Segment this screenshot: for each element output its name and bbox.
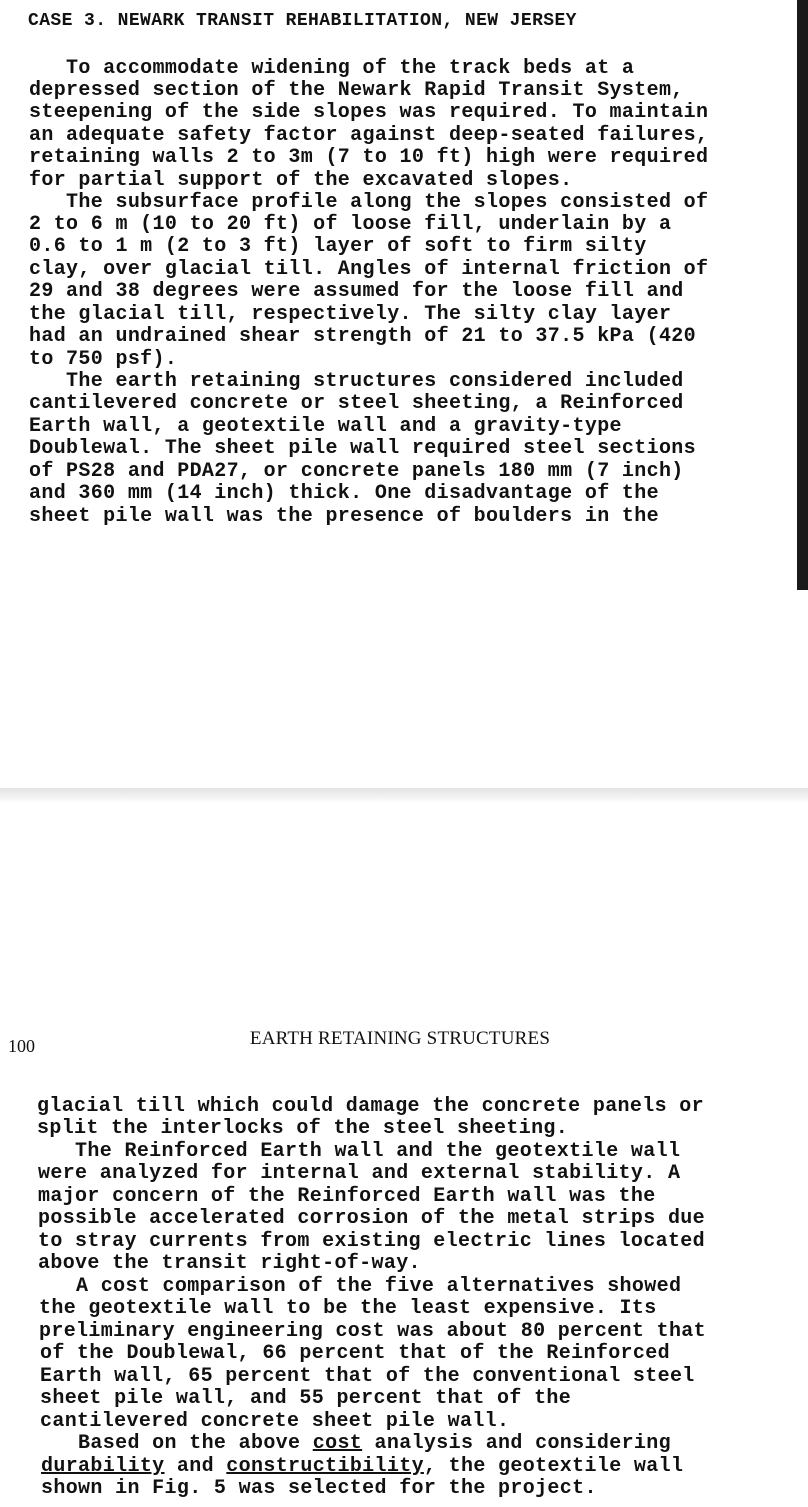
text-line: of the Doublewal, 66 percent that of the Reinforced [40,1342,670,1365]
scan-edge-bar [797,0,808,590]
text-line: A cost comparison of the five alternatives showed [39,1275,682,1298]
underlined-word-constructibility: constructibility [226,1455,424,1478]
text-line: possible accelerated corrosion of the metal strips due [38,1207,706,1230]
text-run: analysis and considering [362,1432,671,1455]
text-line: 2 to 6 m (10 to 20 ft) of loose fill, underlain by a [29,213,672,236]
text-line: preliminary engineering cost was about 80 percent that [39,1320,707,1343]
underlined-word-cost: cost [312,1432,363,1455]
underlined-word-durability: durability [41,1455,165,1478]
text-line: glacial till which could damage the concrete panels or [37,1095,705,1118]
text-line: Doublewal. The sheet pile wall required steel sections [29,437,697,460]
page-bottom [0,803,808,1507]
running-head: EARTH RETAINING STRUCTURES [249,1028,551,1049]
text-line: major concern of the Reinforced Earth wall was the [38,1185,656,1208]
text-line: 29 and 38 degrees were assumed for the loose fill and [29,280,684,303]
text-line: to 750 psf). [29,348,178,371]
text-line [41,1456,683,1478]
page-number: 100 [8,1036,35,1056]
text-line: Earth wall, a geotextile wall and a gravity-type [29,415,622,438]
text-line: Earth wall, 65 percent that of the conventional steel [40,1365,695,1388]
text-run: Based on the above [41,1432,313,1455]
text-line: were analyzed for internal and external stability. A [38,1162,681,1185]
text-line: and 360 mm (14 inch) thick. One disadvantage of the [29,482,659,505]
text-line: shown in Fig. 5 was selected for the project. [41,1477,597,1500]
text-line: cantilevered concrete or steel sheeting, a Reinforced [29,392,684,415]
text-line: to stray currents from existing electric lines located [38,1230,706,1253]
text-line: above the transit right-of-way. [38,1252,421,1275]
text-line: steepening of the side slopes was required. To maintain [29,101,709,124]
text-line: an adequate safety factor against deep-seated failures, [29,124,709,147]
text-line: retaining walls 2 to 3m (7 to 10 ft) high were required [29,146,709,169]
text-line: had an undrained shear strength of 21 to 37.5 kPa (420 [29,325,697,348]
text-line: sheet pile wall was the presence of boulders in the [29,505,659,528]
case-heading: CASE 3. NEWARK TRANSIT REHABILITATION, NEW JERSEY [28,11,577,31]
text-run: , the geotextile wall [423,1455,684,1478]
text-line: split the interlocks of the steel sheeting. [37,1117,569,1140]
text-line [41,1433,671,1455]
text-line: The earth retaining structures considered included [29,370,684,393]
text-line: for partial support of the excavated slopes. [29,169,573,192]
text-line: The subsurface profile along the slopes consisted of [29,191,709,214]
text-line: To accommodate widening of the track beds at a [29,57,635,80]
text-line: the glacial till, respectively. The silty clay layer [29,303,672,326]
text-line: the geotextile wall to be the least expensive. Its [39,1297,657,1320]
text-line: 0.6 to 1 m (2 to 3 ft) layer of soft to firm silty [29,235,647,258]
text-run: and [164,1455,227,1478]
text-line: sheet pile wall, and 55 percent that of the [40,1387,572,1410]
page-separator [0,788,808,803]
text-line: clay, over glacial till. Angles of internal friction of [29,258,709,281]
text-line: depressed section of the Newark Rapid Transit System, [29,79,684,102]
text-line: cantilevered concrete sheet pile wall. [40,1410,510,1433]
text-line: of PS28 and PDA27, or concrete panels 180 mm (7 inch) [29,460,684,483]
text-line: The Reinforced Earth wall and the geotextile wall [38,1140,681,1163]
